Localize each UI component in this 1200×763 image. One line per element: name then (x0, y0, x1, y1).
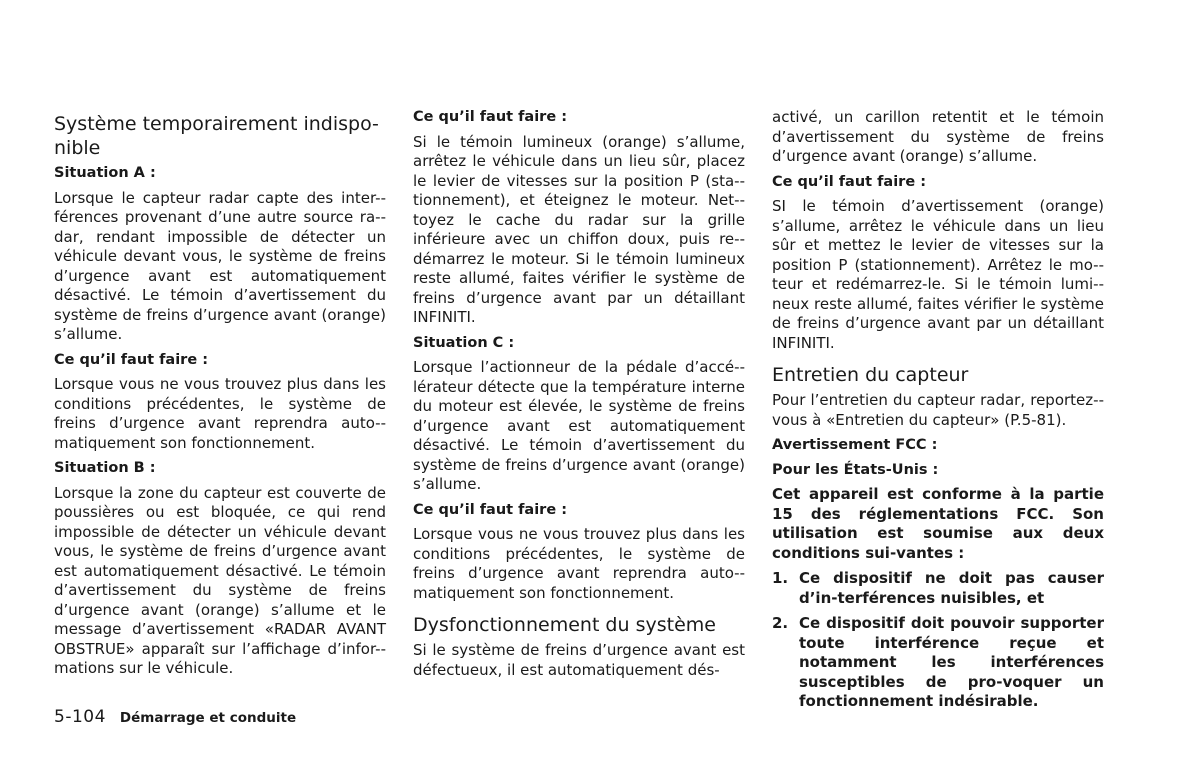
column-middle (413, 108, 745, 686)
section-heading-temporarily-unavailable: Système temporairement indispo- nible (54, 113, 379, 159)
situation-b-text: Lorsque la zone du capteur est couverte de poussières ou est bloquée, ce qui rend impossible de détecter un véhicule devant vous, le système de freins d’urgence avant est automatiquement désactivé. Le témoin d’avertissement du système de freins d’urgence avant (orange) s’allume et le message d’avertissement «RADAR AVANT OBSTRUE» apparaît sur l’affichage d’infor-mations sur le véhicule. (54, 483, 386, 677)
situation-a-text: Lorsque le capteur radar capte des inter-férences provenant d’une autre source ra-dar, rendant impossible de détecter un véhicule devant vous, le système de freins d’urgence avant est automatiquement désactivé. Le témoin d’avertissement du système de freins d’urgence avant (orange) s’allume. (54, 188, 386, 343)
list-item-number: 1. (772, 569, 789, 587)
column-left (54, 112, 386, 685)
situation-a-todo-label: Ce qu’il faut faire : (54, 351, 209, 368)
column-right (772, 108, 1104, 718)
situation-a-label: Situation A : (54, 165, 156, 181)
fcc-conditions-list (772, 569, 1104, 712)
chapter-title: Démarrage et conduite (119, 710, 297, 726)
malfunction-text: Si le système de freins d’urgence avant est défectueux, il est automatiquement dés- (413, 641, 745, 679)
malfunction-todo-label: Ce qu’il faut faire : (772, 173, 927, 190)
section-heading-malfunction: Dysfonctionnement du système (413, 614, 716, 636)
list-item-text: Ce dispositif doit pouvoir supporter toute interférence reçue et notamment les interférences susceptibles de pro-voquer un fonctionnement indésirable. (799, 614, 1104, 710)
malfunction-text-continued: activé, un carillon retentit et le témoin d’avertissement du système de freins d’urgence avant (orange) s’allume. (772, 108, 1104, 165)
fcc-warning-label: Avertissement FCC : (772, 437, 938, 453)
section-heading-sensor-maintenance: Entretien du capteur (772, 364, 969, 386)
situation-b-todo-text: Si le témoin lumineux (orange) s’allume, arrêtez le véhicule dans un lieu sûr, placez le levier de vitesses sur la position P (sta-tionnement), et éteignez le moteur. Net-toyez le cache du radar sur la grille inférieure avec un chiffon doux, puis re-démarrez le moteur. Si le témoin lumineux reste allumé, faites vérifier le système de freins d’urgence avant par un détaillant INFINITI. (413, 132, 745, 326)
situation-c-todo-label: Ce qu’il faut faire : (413, 501, 568, 518)
situation-c-label: Situation C : (413, 334, 515, 351)
fcc-text: Cet appareil est conforme à la partie 15 des réglementations FCC. Son utilisation est soumise aux deux conditions sui-vantes : (772, 485, 1104, 562)
situation-a-todo-text: Lorsque vous ne vous trouvez plus dans les conditions précédentes, le système de freins d’urgence avant reprendra auto-matiquement son fonctionnement. (54, 375, 386, 452)
usa-label: Pour les États-Unis : (772, 461, 939, 478)
situation-b-todo-label: Ce qu’il faut faire : (413, 109, 568, 125)
page-footer (54, 707, 296, 727)
list-item-text: Ce dispositif ne doit pas causer d’in-terférences nuisibles, et (799, 569, 1104, 607)
maintenance-text: Pour l’entretien du capteur radar, reportez-vous à «Entretien du capteur» (P.5-81). (772, 391, 1104, 429)
situation-b-label: Situation B : (54, 460, 156, 476)
situation-c-text: Lorsque l’actionneur de la pédale d’accé-lérateur détecte que la température interne du moteur est élevée, le système de freins d’urgence avant est automatiquement désactivé. Le témoin d’avertissement du système de freins d’urgence avant (orange) s’allume. (413, 358, 745, 493)
malfunction-todo-text: SI le témoin d’avertissement (orange) s’allume, arrêtez le véhicule dans un lieu sûr et mettez le levier de vitesses sur la position P (stationnement). Arrêtez le mo-teur et redémarrez-le. Si le témoin lumi-neux reste allumé, faites vérifier le système de freins d’urgence avant par un détaillant INFINITI. (772, 197, 1104, 352)
list-item (772, 614, 1104, 712)
situation-c-todo-text: Lorsque vous ne vous trouvez plus dans les conditions précédentes, le système de freins d’urgence avant reprendra auto-matiquement son fonctionnement. (413, 525, 745, 602)
list-item (772, 569, 1104, 608)
list-item-number: 2. (772, 614, 789, 632)
page-number: 5-104 (54, 707, 106, 727)
